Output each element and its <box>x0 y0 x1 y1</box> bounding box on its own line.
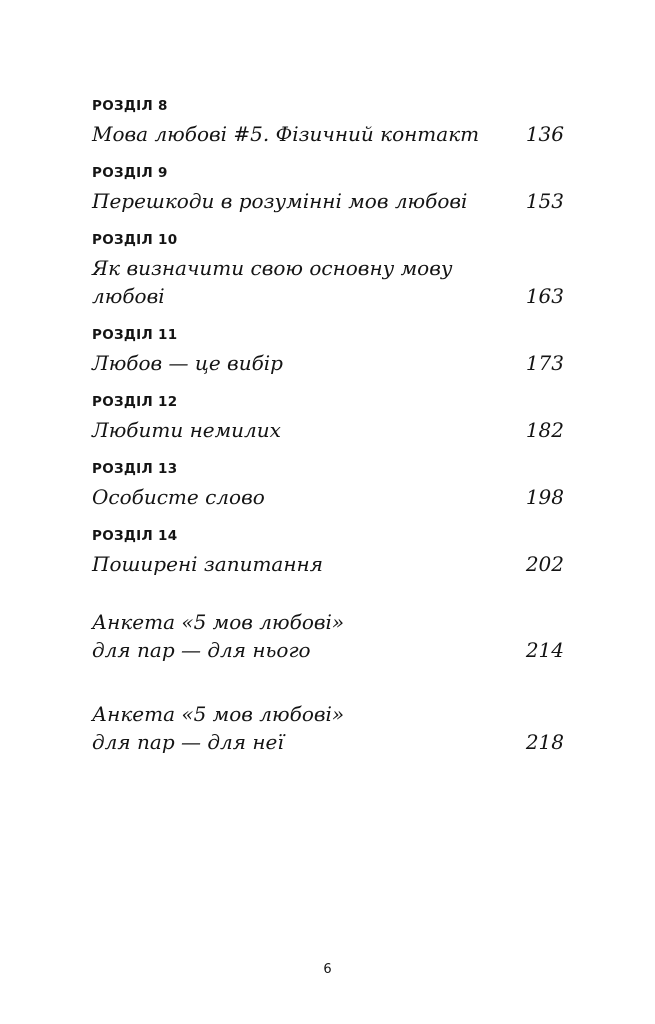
appendix-page-number: 218 <box>525 730 564 754</box>
chapter-title-line: Як визначити свою основну мову <box>92 256 453 280</box>
chapter-title <box>92 483 265 511</box>
toc-row <box>92 187 564 215</box>
chapter-label: РОЗДІЛ 13 <box>92 461 178 477</box>
appendix-title <box>92 700 344 756</box>
chapter-title-line: любові <box>92 284 165 308</box>
chapter-label: РОЗДІЛ 12 <box>92 394 178 410</box>
appendix-title-line: для пар — для неї <box>92 730 284 754</box>
table-of-contents <box>92 96 564 771</box>
chapter-label: РОЗДІЛ 14 <box>92 528 178 544</box>
chapter-label: РОЗДІЛ 10 <box>92 232 178 248</box>
toc-row <box>92 349 564 377</box>
chapter-title-line: Особисте слово <box>92 485 265 509</box>
chapter-title <box>92 550 323 578</box>
chapter-title-line: Поширені запитання <box>92 552 323 576</box>
toc-entry-chapter-10[interactable] <box>92 230 564 310</box>
chapter-label: РОЗДІЛ 11 <box>92 327 178 343</box>
chapter-page-number: 198 <box>525 485 564 509</box>
toc-row <box>92 550 564 578</box>
chapter-page-number: 202 <box>525 552 564 576</box>
toc-entry-chapter-14[interactable] <box>92 526 564 578</box>
toc-row <box>92 254 564 310</box>
chapter-label: РОЗДІЛ 9 <box>92 165 168 181</box>
chapter-title-line: Любити немилих <box>92 418 281 442</box>
chapter-page-number: 173 <box>525 351 564 375</box>
appendix-title-line: для пар — для нього <box>92 638 311 662</box>
toc-entry-chapter-9[interactable] <box>92 163 564 215</box>
toc-row <box>92 700 564 756</box>
chapter-title-line: Мова любові #5. Фізичний контакт <box>92 122 480 146</box>
appendix-title-line: Анкета «5 мов любові» <box>92 610 345 634</box>
appendix-title-line: Анкета «5 мов любові» <box>92 702 345 726</box>
toc-entry-appendix-her[interactable] <box>92 700 564 756</box>
chapter-title <box>92 254 452 310</box>
chapter-title <box>92 416 281 444</box>
chapter-title <box>92 120 479 148</box>
chapter-label: РОЗДІЛ 8 <box>92 98 168 114</box>
chapter-title <box>92 187 467 215</box>
toc-entry-chapter-11[interactable] <box>92 325 564 377</box>
appendix-title <box>92 608 344 664</box>
page-number: 6 <box>323 962 332 977</box>
toc-row <box>92 120 564 148</box>
appendix-page-number: 214 <box>525 638 564 662</box>
chapter-title-line: Любов — це вибір <box>92 351 283 375</box>
chapter-title-line: Перешкоди в розумінні мов любові <box>92 189 468 213</box>
toc-entry-chapter-12[interactable] <box>92 392 564 444</box>
toc-row <box>92 483 564 511</box>
chapter-page-number: 136 <box>525 122 564 146</box>
chapter-page-number: 182 <box>525 418 564 442</box>
toc-entry-chapter-8[interactable] <box>92 96 564 148</box>
toc-row <box>92 416 564 444</box>
toc-row <box>92 608 564 664</box>
toc-entry-chapter-13[interactable] <box>92 459 564 511</box>
chapter-page-number: 163 <box>525 284 564 308</box>
chapter-page-number: 153 <box>525 189 564 213</box>
chapter-title <box>92 349 283 377</box>
toc-entry-appendix-him[interactable] <box>92 608 564 664</box>
